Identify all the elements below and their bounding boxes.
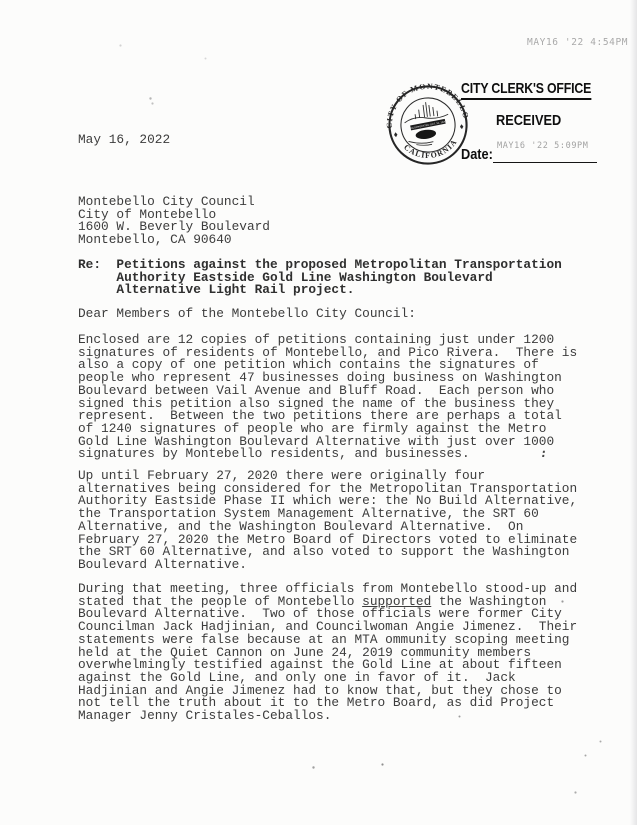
letter-date: May 16, 2022: [78, 132, 171, 147]
montebello-city-seal-icon: [382, 79, 473, 170]
recipient-address: Montebello City Council City of Montebello 1600 W. Beverly Boulevard Montebello, CA 90640: [78, 194, 270, 248]
seal-banner: [409, 119, 447, 131]
salutation: Dear Members of the Montebello City Council:: [78, 306, 416, 321]
fax-timestamp-top: MAY16 '22 4:54PM: [527, 37, 629, 48]
seal-star-right-icon: [460, 124, 464, 129]
re-subject-line: Re: Petitions against the proposed Metropolitan Transportation Authority Eastside Gold Line Washington Boulevard Alternative Light Rail project.: [78, 257, 562, 298]
seal-banner-text: INCORPORATED OCT. 16, 1920: [409, 120, 447, 131]
scan-noise-specks: [0, 0, 1, 1]
seal-skyline-art: [402, 100, 448, 123]
paragraph-2: Up until February 27, 2020 there were originally four alternatives being considered for the Metropolitan Transportation Authority Eastside Phase II which were: the No Build Alternative, the Transportation System Management Alternative, the SRT 60 Alternative, and the Washington Boulevard Alternative. On February 27, 2020 the Metro Board of Directors voted to eliminate the SRT 60 Alternative, and also voted to support the Washington Boulevard Alternative.: [78, 468, 578, 572]
city-clerks-office-stamp: CITY CLERK'S OFFICE: [461, 80, 591, 100]
paragraph-1: Enclosed are 12 copies of petitions containing just under 1200 signatures of residents of Montebello, and Pico Rivera. There is also a copy of one petition which contains the signatures of people who represent 47 businesses doing business on Washington Boulevard between Vail Avenue and Bluff Road. Each person who signed this petition also signed the name of the business they represent. Between the two petitions there are perhaps a total of 1240 signatures of people who are firmly against the Metro Gold Line Washington Boulevard Alternative with just over 1000 signatures by Montebello residents, and businesses.: [78, 332, 578, 462]
seal-top-text: CITY OF MONTEBELLO: [384, 81, 471, 129]
date-label: Date:: [461, 146, 493, 163]
date-underline: [493, 162, 597, 163]
received-stamp: RECEIVED: [496, 112, 562, 129]
scan-edge-shading: [630, 0, 637, 825]
stray-ink-mark: :: [539, 446, 549, 460]
seal-star-left-icon: [394, 132, 398, 137]
seal-bottom-text: CALIFORNIA: [402, 137, 460, 160]
paragraph-3: During that meeting, three officials from Montebello stood-up and stated that the people of Montebello supported the Washington Boulevard Alternative. Two of those officials were former City Councilman Jack Hadjinian, and Councilwoman Angie Jimenez. Their statements were false because at an MTA ommunity scoping meeting held at the Quiet Cannon on June 24, 2019 community members overwhelmingly testified against the Gold Line at about fifteen against the Gold Line, and only one in favor of it. Jack Hadjinian and Angie Jimenez had to know that, but they chose to not tell the truth about it to the Metro Board, as did Project Manager Jenny Cristales-Ceballos.: [78, 581, 578, 724]
received-timestamp: MAY16 '22 5:09PM: [497, 141, 589, 151]
seal-bull-art: [407, 129, 437, 148]
